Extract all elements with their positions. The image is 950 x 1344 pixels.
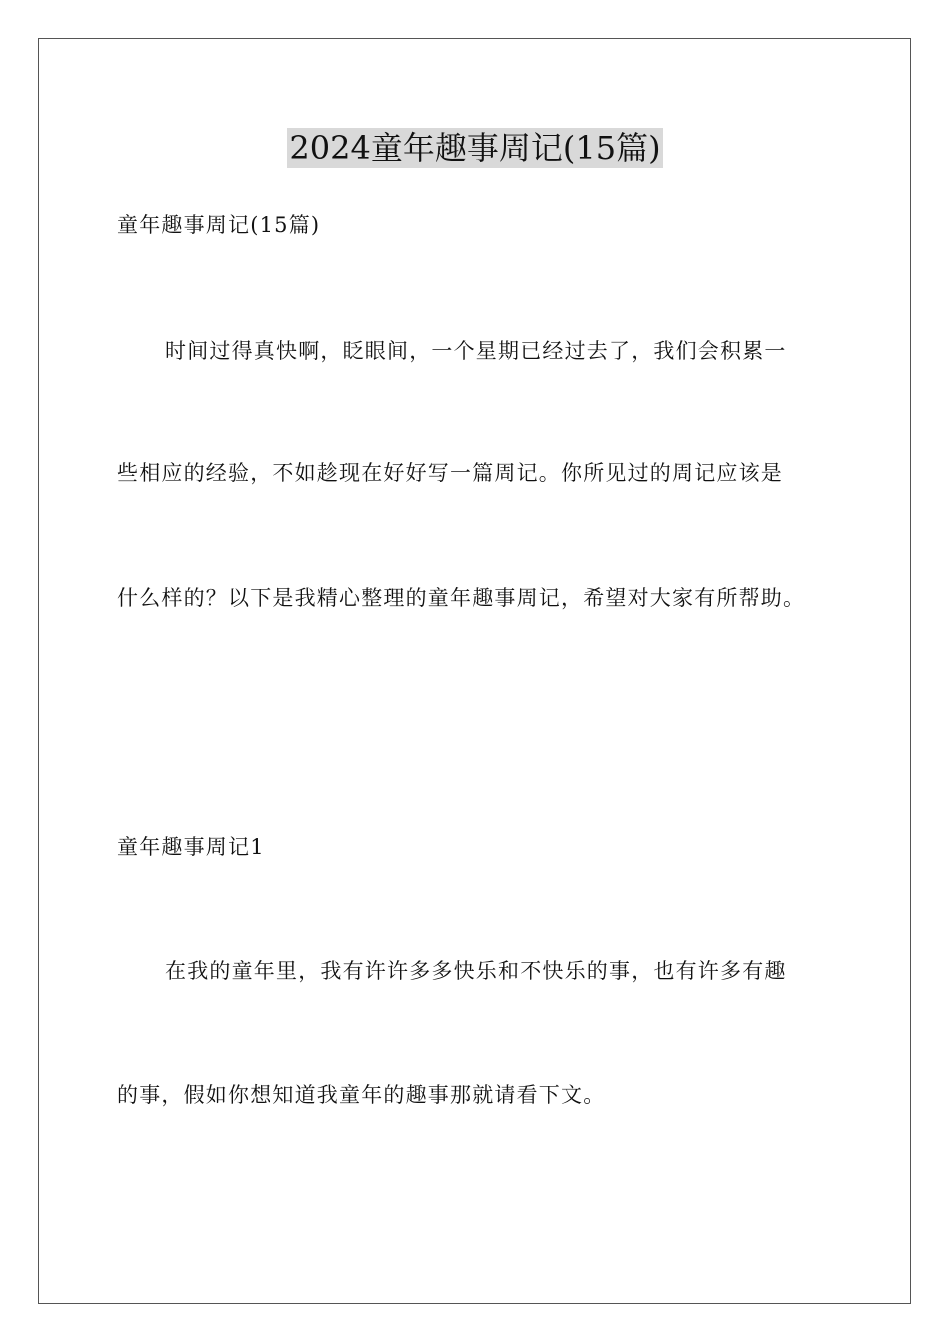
section-heading: 童年趣事周记1 bbox=[117, 835, 265, 859]
document-title-text: 2024童年趣事周记(15篇) bbox=[289, 129, 661, 167]
section-line-1: 在我的童年里，我有许许多多快乐和不快乐的事，也有许多有趣 bbox=[165, 959, 787, 983]
intro-line-2: 些相应的经验，不如趁现在好好写一篇周记。你所见过的周记应该是 bbox=[117, 461, 783, 485]
intro-line-3: 什么样的？以下是我精心整理的童年趣事周记，希望对大家有所帮助。 bbox=[117, 586, 806, 610]
document-title bbox=[0, 128, 950, 168]
intro-line-1: 时间过得真快啊，眨眼间，一个星期已经过去了，我们会积累一 bbox=[165, 339, 787, 363]
document-subtitle: 童年趣事周记(15篇) bbox=[117, 213, 321, 237]
section-line-2: 的事，假如你想知道我童年的趣事那就请看下文。 bbox=[117, 1083, 606, 1107]
